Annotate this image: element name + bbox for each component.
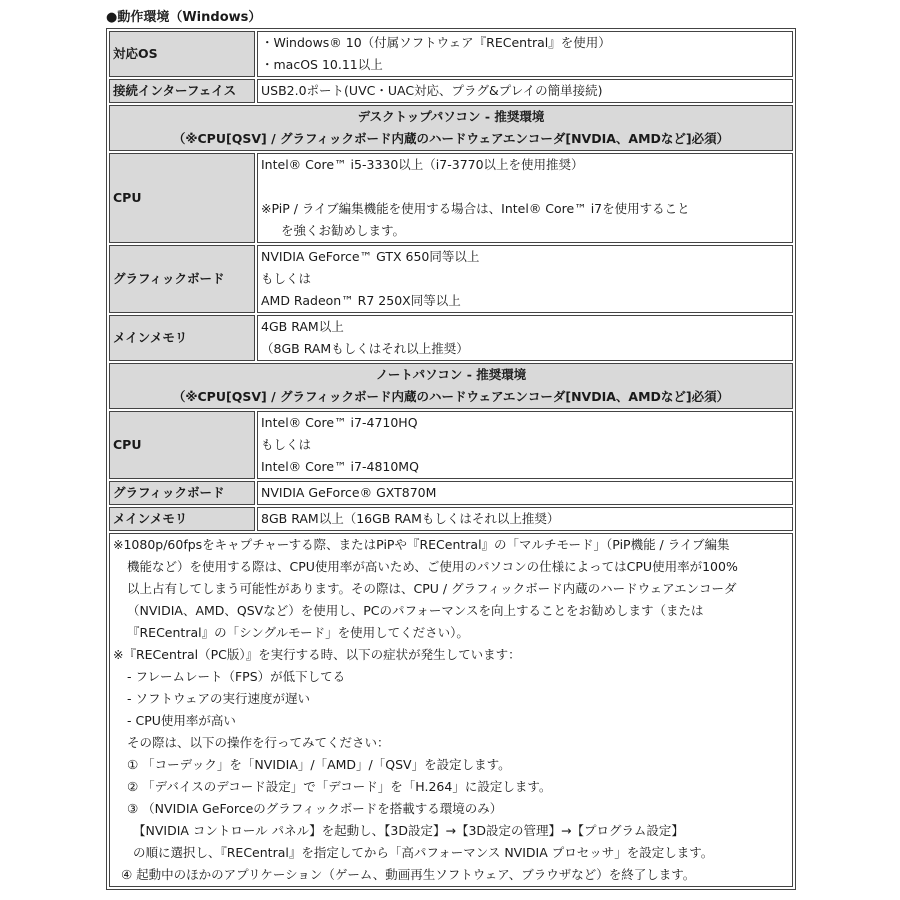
note-line: ※『RECentral（PC版）』を実行する時、以下の症状が発生しています： <box>113 647 521 662</box>
desktop-memory-line: （8GB RAMもしくはそれ以上推奨） <box>261 341 469 356</box>
note-line: ② 「デバイスのデコード設定」で「デコード」を「H.264」に設定します。 <box>127 779 552 794</box>
os-label: 対応OS <box>109 31 255 77</box>
desktop-gpu-line: NVIDIA GeForce™ GTX 650同等以上 <box>261 249 480 264</box>
table-row <box>109 315 793 361</box>
note-line: ① 「コーデック」を「NVIDIA」/「AMD」/「QSV」を設定します。 <box>127 757 511 772</box>
section-heading: ●動作環境（Windows） <box>106 10 262 25</box>
spacer <box>261 176 789 198</box>
interface-label: 接続インターフェイス <box>109 79 255 103</box>
note-line: 【NVIDIA コントロール パネル】を起動し、【3D設定】→【3D設定の管理】→【プログラム設定】 <box>133 823 684 838</box>
table-row <box>109 507 793 531</box>
note-line: ③ （NVIDIA GeForceのグラフィックボードを搭載する環境のみ） <box>127 801 503 816</box>
notebook-cpu-line: Intel® Core™ i7-4710HQ <box>261 415 418 430</box>
desktop-gpu-value <box>257 245 793 313</box>
desktop-gpu-label: グラフィックボード <box>109 245 255 313</box>
table-row <box>109 79 793 103</box>
desktop-memory-label: メインメモリ <box>109 315 255 361</box>
spec-table <box>106 28 796 890</box>
notebook-gpu-label: グラフィックボード <box>109 481 255 505</box>
table-row <box>109 363 793 409</box>
desktop-cpu-line: Intel® Core™ i5-3330以上（i7-3770以上を使用推奨） <box>261 157 584 172</box>
notebook-memory-value: 8GB RAM以上（16GB RAMもしくはそれ以上推奨） <box>257 507 793 531</box>
note-line: 『RECentral』の「シングルモード」を使用してください）。 <box>127 625 469 640</box>
notes-block <box>109 533 793 887</box>
desktop-cpu-value <box>257 153 793 243</box>
note-line: ④ 起動中のほかのアプリケーション（ゲーム、動画再生ソフトウェア、ブラウザなど）を終了します。 <box>121 867 696 882</box>
notebook-header-note: （※CPU[QSV] / グラフィックボード内蔵のハードウェアエンコーダ[NVDIA、AMDなど]必須） <box>172 389 730 404</box>
notebook-memory-label: メインメモリ <box>109 507 255 531</box>
table-row <box>109 411 793 479</box>
notebook-header-title: ノートパソコン - 推奨環境 <box>375 367 527 382</box>
note-line: - CPU使用率が高い <box>127 713 236 728</box>
desktop-gpu-line: AMD Radeon™ R7 250X同等以上 <box>261 293 461 308</box>
note-line: （NVIDIA、AMD、QSVなど）を使用し、PCのパフォーマンスを向上することをお勧めします（または <box>127 603 704 618</box>
desktop-memory-line: 4GB RAM以上 <box>261 319 344 334</box>
note-line: の順に選択し、『RECentral』を指定してから「高パフォーマンス NVIDIA プロセッサ」を設定します。 <box>133 845 714 860</box>
os-line: ・Windows® 10（付属ソフトウェア『RECentral』を使用） <box>261 35 611 50</box>
desktop-header-title: デスクトップパソコン - 推奨環境 <box>357 109 545 124</box>
note-line: ※1080p/60fpsをキャプチャーする際、またはPiPや『RECentral』の「マルチモード」（PiP機能 / ライブ編集 <box>113 537 730 552</box>
os-line: ・macOS 10.11以上 <box>261 57 383 72</box>
table-row <box>109 105 793 151</box>
notebook-cpu-label: CPU <box>109 411 255 479</box>
desktop-cpu-line: ※PiP / ライブ編集機能を使用する場合は、Intel® Core™ i7を使用すること <box>261 201 690 216</box>
note-line: - ソフトウェアの実行速度が遅い <box>127 691 310 706</box>
desktop-memory-value <box>257 315 793 361</box>
notebook-gpu-value: NVIDIA GeForce® GXT870M <box>257 481 793 505</box>
desktop-header-note: （※CPU[QSV] / グラフィックボード内蔵のハードウェアエンコーダ[NVDIA、AMDなど]必須） <box>172 131 730 146</box>
table-row <box>109 153 793 243</box>
note-line: その際は、以下の操作を行ってみてください： <box>127 735 390 750</box>
table-row <box>109 533 793 887</box>
note-line: 以上占有してしまう可能性があります。その際は、CPU / グラフィックボード内蔵のハードウェアエンコーダ <box>127 581 737 596</box>
notebook-cpu-value <box>257 411 793 479</box>
table-row <box>109 245 793 313</box>
notebook-cpu-line: Intel® Core™ i7-4810MQ <box>261 459 419 474</box>
os-value <box>257 31 793 77</box>
note-line: - フレームレート（FPS）が低下してる <box>127 669 346 684</box>
note-line: 機能など）を使用する際は、CPU使用率が高いため、ご使用のパソコンの仕様によってはCPU使用率が100% <box>127 559 738 574</box>
table-row <box>109 481 793 505</box>
desktop-cpu-label: CPU <box>109 153 255 243</box>
interface-value: USB2.0ポート(UVC・UAC対応、プラグ&プレイの簡単接続) <box>257 79 793 103</box>
notebook-cpu-line: もしくは <box>261 437 312 452</box>
desktop-section-header <box>109 105 793 151</box>
notebook-section-header <box>109 363 793 409</box>
desktop-cpu-line: を強くお勧めします。 <box>281 223 406 238</box>
desktop-gpu-line: もしくは <box>261 271 312 286</box>
table-row <box>109 31 793 77</box>
